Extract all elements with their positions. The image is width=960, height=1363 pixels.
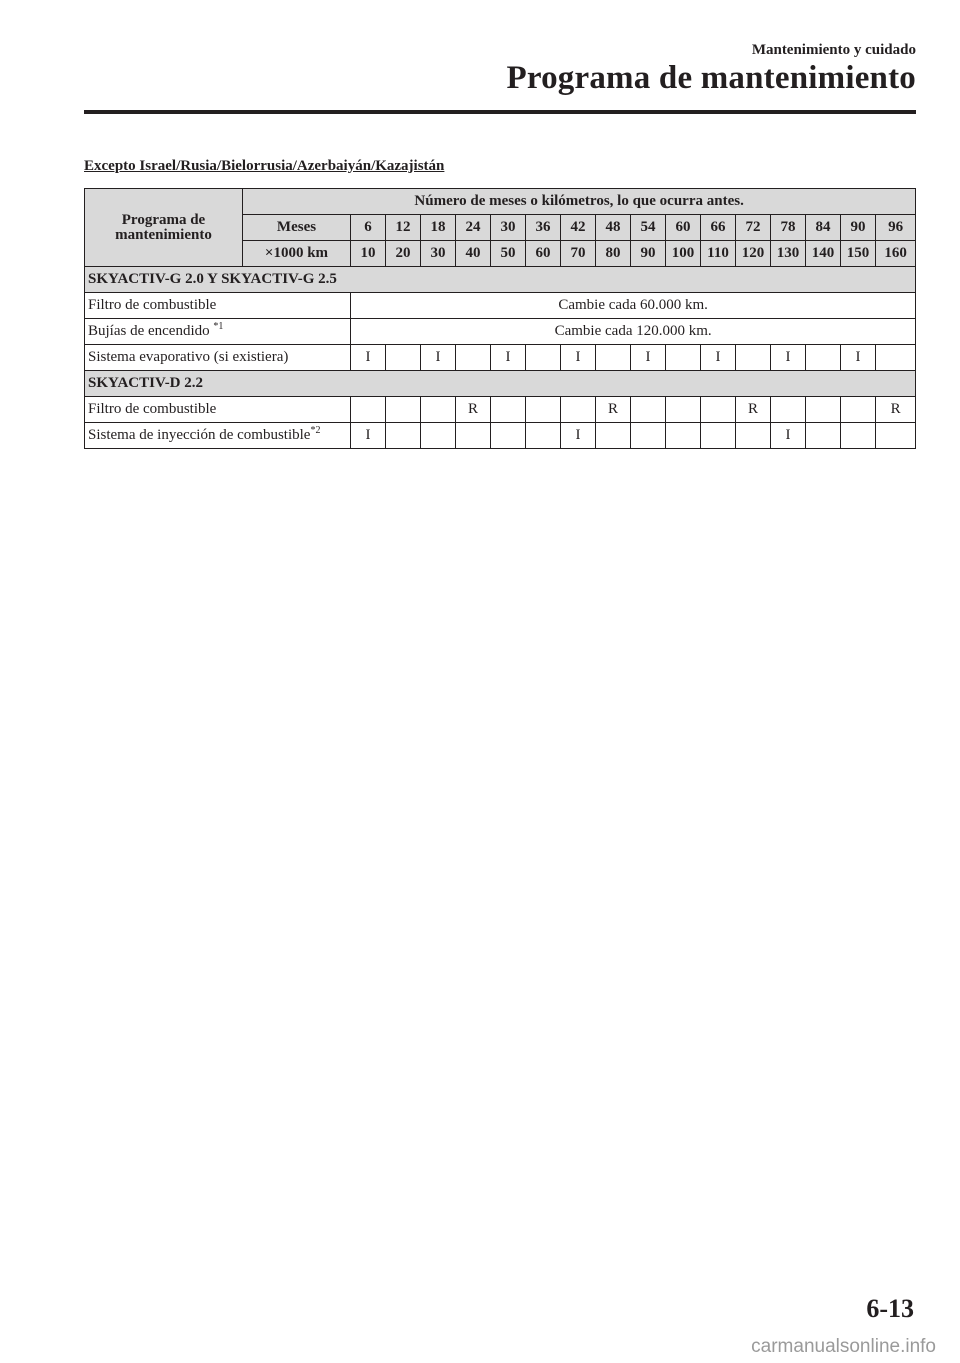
- schedule-cell: R: [876, 397, 916, 423]
- schedule-cell: I: [421, 345, 456, 371]
- km-cell: 90: [631, 241, 666, 267]
- months-cell: 72: [736, 215, 771, 241]
- schedule-cell: I: [561, 345, 596, 371]
- months-cell: 60: [666, 215, 701, 241]
- schedule-cell: [736, 423, 771, 449]
- schedule-cell: [526, 397, 561, 423]
- region-subtitle: Excepto Israel/Rusia/Bielorrusia/Azerbaiyán/Kazajistán: [84, 158, 445, 174]
- km-cell: 80: [596, 241, 631, 267]
- group-title: SKYACTIV-G 2.0 Y SKYACTIV-G 2.5: [85, 267, 916, 293]
- schedule-cell: [771, 397, 806, 423]
- months-cell: 12: [386, 215, 421, 241]
- schedule-cell: [386, 397, 421, 423]
- km-cell: 110: [701, 241, 736, 267]
- schedule-cell: [491, 423, 526, 449]
- footnote-marker: *2: [310, 425, 321, 436]
- item-row: [85, 345, 916, 371]
- months-label: Meses: [243, 215, 351, 241]
- interval-note: Cambie cada 120.000 km.: [351, 319, 916, 345]
- header-row-intervals: [85, 189, 916, 215]
- months-cell: 24: [456, 215, 491, 241]
- item-label: Sistema evaporativo (si existiera): [88, 349, 289, 365]
- item-label-cell: [85, 293, 351, 319]
- km-cell: 100: [666, 241, 701, 267]
- schedule-cell: [631, 397, 666, 423]
- km-cell: 40: [456, 241, 491, 267]
- months-cell: 96: [876, 215, 916, 241]
- item-row: [85, 397, 916, 423]
- schedule-cell: I: [351, 345, 386, 371]
- group-row: [85, 371, 916, 397]
- footnote-marker: *1: [213, 321, 224, 332]
- item-label: Bujías de encendido: [88, 323, 214, 339]
- months-cell: 42: [561, 215, 596, 241]
- interval-header: Número de meses o kilómetros, lo que ocurra antes.: [243, 189, 916, 215]
- header-rule: [84, 110, 916, 114]
- schedule-cell: I: [841, 345, 876, 371]
- km-cell: 120: [736, 241, 771, 267]
- months-cell: 54: [631, 215, 666, 241]
- item-label-cell: [85, 345, 351, 371]
- km-cell: 130: [771, 241, 806, 267]
- months-cell: 30: [491, 215, 526, 241]
- item-label: Filtro de combustible: [88, 297, 217, 313]
- months-cell: 48: [596, 215, 631, 241]
- months-cell: 18: [421, 215, 456, 241]
- interval-note: Cambie cada 60.000 km.: [351, 293, 916, 319]
- schedule-cell: [596, 345, 631, 371]
- maintenance-schedule-table: [84, 188, 916, 449]
- schedule-cell: I: [771, 423, 806, 449]
- schedule-cell: I: [701, 345, 736, 371]
- schedule-cell: [351, 397, 386, 423]
- item-label: Sistema de inyección de combustible: [88, 427, 311, 443]
- schedule-cell: [736, 345, 771, 371]
- schedule-cell: [386, 423, 421, 449]
- schedule-cell: R: [736, 397, 771, 423]
- schedule-cell: I: [491, 345, 526, 371]
- schedule-cell: I: [561, 423, 596, 449]
- km-label: ×1000 km: [243, 241, 351, 267]
- schedule-cell: [806, 423, 841, 449]
- schedule-cell: [666, 423, 701, 449]
- schedule-cell: [701, 423, 736, 449]
- corner-header: Programa de mantenimiento: [85, 189, 243, 267]
- km-cell: 160: [876, 241, 916, 267]
- schedule-cell: [456, 423, 491, 449]
- item-row: [85, 423, 916, 449]
- km-cell: 140: [806, 241, 841, 267]
- km-cell: 70: [561, 241, 596, 267]
- months-cell: 66: [701, 215, 736, 241]
- schedule-cell: R: [456, 397, 491, 423]
- km-cell: 150: [841, 241, 876, 267]
- months-cell: 36: [526, 215, 561, 241]
- chapter-title: Mantenimiento y cuidado: [751, 42, 916, 58]
- schedule-cell: I: [351, 423, 386, 449]
- group-title: SKYACTIV-D 2.2: [85, 371, 916, 397]
- schedule-cell: R: [596, 397, 631, 423]
- group-row: [85, 267, 916, 293]
- schedule-cell: [876, 423, 916, 449]
- schedule-cell: [561, 397, 596, 423]
- km-cell: 60: [526, 241, 561, 267]
- schedule-cell: [596, 423, 631, 449]
- page-number: 6-13: [866, 1294, 914, 1323]
- item-label-cell: [85, 397, 351, 423]
- schedule-cell: [456, 345, 491, 371]
- schedule-cell: [666, 345, 701, 371]
- schedule-cell: [526, 345, 561, 371]
- months-cell: 6: [351, 215, 386, 241]
- item-label: Filtro de combustible: [88, 401, 217, 417]
- item-label-cell: [85, 319, 351, 345]
- schedule-cell: [841, 397, 876, 423]
- schedule-cell: I: [771, 345, 806, 371]
- schedule-cell: I: [631, 345, 666, 371]
- schedule-cell: [806, 397, 841, 423]
- schedule-cell: [526, 423, 561, 449]
- schedule-cell: [421, 423, 456, 449]
- schedule-cell: [491, 397, 526, 423]
- km-cell: 50: [491, 241, 526, 267]
- schedule-cell: [701, 397, 736, 423]
- km-cell: 10: [351, 241, 386, 267]
- schedule-body: [85, 267, 916, 449]
- watermark: carmanualsonline.info: [751, 1336, 936, 1357]
- schedule-cell: [806, 345, 841, 371]
- item-row: [85, 319, 916, 345]
- schedule-cell: [876, 345, 916, 371]
- schedule-cell: [421, 397, 456, 423]
- schedule-cell: [631, 423, 666, 449]
- km-cell: 20: [386, 241, 421, 267]
- schedule-cell: [386, 345, 421, 371]
- months-cell: 90: [841, 215, 876, 241]
- months-cell: 84: [806, 215, 841, 241]
- section-title: Programa de mantenimiento: [506, 60, 916, 96]
- item-label-cell: [85, 423, 351, 449]
- km-cell: 30: [421, 241, 456, 267]
- months-cell: 78: [771, 215, 806, 241]
- item-row: [85, 293, 916, 319]
- schedule-cell: [841, 423, 876, 449]
- schedule-cell: [666, 397, 701, 423]
